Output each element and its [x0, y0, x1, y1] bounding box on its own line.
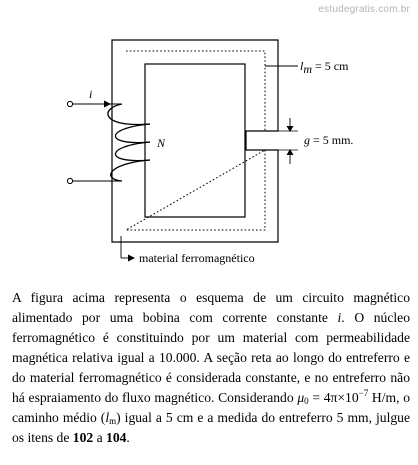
coil-winding [108, 104, 150, 181]
gap-label: g = 5 mm. [304, 133, 354, 147]
terminal-bottom [67, 178, 72, 183]
current-label: i [89, 87, 93, 101]
material-pointer-head [128, 255, 135, 262]
core-outer-outline [112, 40, 278, 242]
problem-paragraph: A figura acima representa o esquema de um circuito magnético alimentado por uma bobina com corrente constante i. O núcleo ferromagnético é constituindo por um material com permeabilidade magnética relativa igual a 10.000. A seção reta ao longo do entreferro e do material ferromagnético é considerada constante, e no entreferro não há espraiamento do fluxo magnético. Considerando $\mu_0 = 4\pi\times 10^{-7}$ H/m, o caminho médio $(l_m)$ igual a 5 cm e a medida do entreferro 5 mm, julgue os itens de 102 a 104. [12, 290, 410, 445]
terminal-top [67, 101, 72, 106]
material-label: material ferromagnético [139, 251, 255, 265]
mean-path-dotted [126, 51, 265, 230]
lm-label: lm = 5 cm [300, 59, 349, 76]
problem-statement [12, 288, 410, 448]
item-end: 104 [106, 430, 127, 445]
watermark: estudegratis.com.br [318, 4, 410, 15]
current-arrow-head [104, 101, 111, 108]
turns-label: N [157, 136, 166, 150]
item-start: 102 [72, 430, 94, 445]
